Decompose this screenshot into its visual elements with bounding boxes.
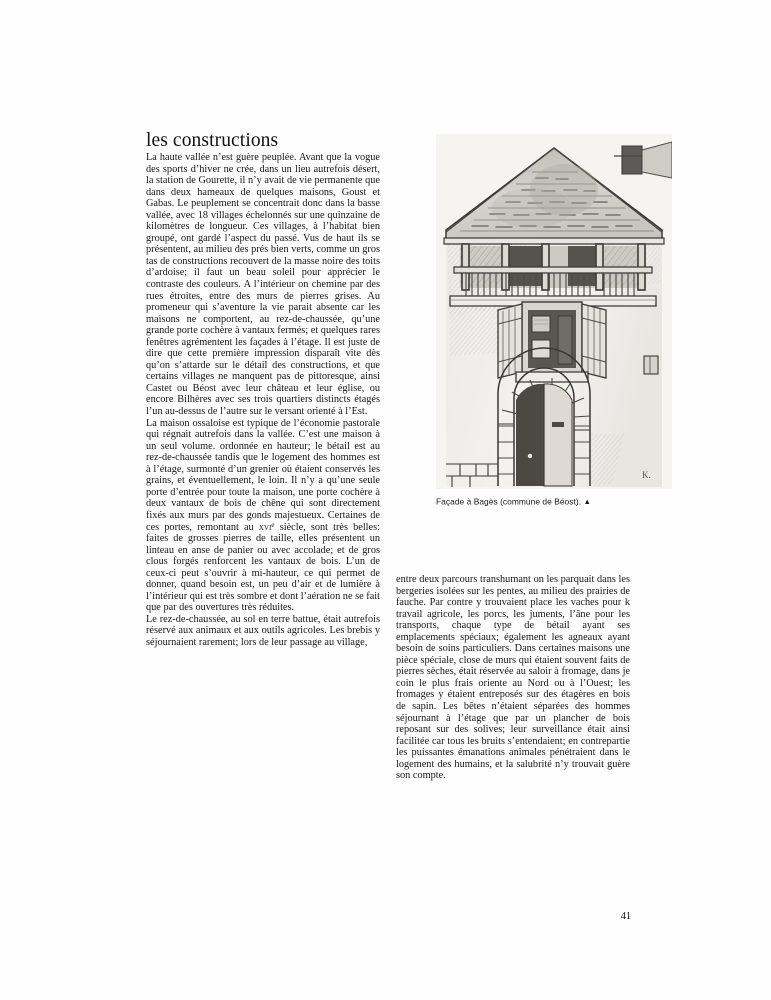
svg-text:K.: K. bbox=[642, 470, 651, 480]
century-numeral: xvi bbox=[258, 521, 272, 533]
figure-caption bbox=[436, 496, 672, 508]
paragraph: La maison ossaloise est typique de l’économie pastorale qui régnait autrefois dans la vallée. C’est une maison à un seul volume. ordonnée en hauteur; le bétail est au rez-de-chaussée tandis que le logement des hommes est à l’étage, surmonté d’un grenier où étaient conservés les grains, et éventuellement, le loin. Il n’y a qu’une seule porte d’entrée pour toute la maison, une porte cochère à deux vantaux de bois de chêne qui sont directement fixés aux murs par des gonds majestueux. Certaines de ces portes, remontant au xvi$^e$ siècle, sont très belles: faites de grosses pierres de taille, elles présentent un linteau en anse de panier ou avec accolade; et de gros clous forgés renforcent les vantaux de bois. L’un de ceux-ci peut s’ouvrir à mi-hauteur, ce qui permet de donner, quand besoin est, un peu d’air et de lumière à l’intérieur qui est très sombre et dont l’aération ne se fait que par des ouvertures très réduites. bbox=[146, 417, 380, 614]
right-text-column bbox=[396, 574, 630, 782]
paragraph: entre deux parcours transhumant on les parquait dans les bergeries isolées sur les pentes, au milieu des prairies de fauche. Par contre y trouvaient place les vaches pour k travail agricole, les porcs, les juments, l’âne pour les transports, chaque type de bétail ayant ses emplacements spéciaux; également les agneaux ayant besoin de soins particuliers. Dans certaines maisons une pièce spéciale, close de murs qui étaient souvent faits de pierres sèches, était réservée au saloir à fromage, dans je coin le plus frais oriente au Nord ou à l’Ouest; les fromages y étaient entreposés sur des étagères en bois de sapin. Les bêtes n’étaient séparées des hommes séjournant à l’étage que par un plancher de bois reposant sur des solives; leur surveillance était ainsi facilitée car tous les bruits s’entendaient; en contrepartie les puissantes émanations animales pénétraient dans le logement des humains, et la salubrité n’y trouvait guère son compte. bbox=[396, 574, 630, 782]
paragraph: La haute vallée n’est guère peuplée. Avant que la vogue des sports d’hiver ne crée, dans un lieu autrefois désert, la station de Gourette, il n’y avait de vie permanente que dans deux hameaux de quelques maisons, Goust et Gabas. Le peuplement se concentrait donc dans la basse vallée, avec 18 villages échelonnés sur une quinzaine de kilomètres de longueur. Ces villages, à l’habitat bien groupé, ont gardé l’aspect du passé. Vus de haut ils se présentent, au milieu des prés bien verts, comme un gros tas de constructions recouvert de la masse noire des toits d’ardoise; il faut un beau soleil pour apprécier le contraste des couleurs. A l’intérieur on chemine par des rues étroites, entre des murs de pierres grises. Au promeneur qui s’aventure la vie parait absente car les maisons ne comportent, au rez-de-chaussée, qu’une grande porte cochère à vantaux fermés; et quelques rares fenêtres agrémentent les façades à l’étage. Il est juste de dire que cette première impression disparaît vite dès qu’on s’attarde sur le détail des constructions, et que certains villages ne manquent pas de pittoresque, ainsi Castet ou Béost avec leur château et leur église, ou encore Bilhères avec ses trois quartiers distincts étagés l’un au-dessus de l’autre sur le versant orienté à l’Est. bbox=[146, 152, 380, 418]
page-number: 41 bbox=[620, 911, 631, 922]
paragraph: Le rez-de-chaussée, au sol en terre battue, était autrefois réservé aux animaux et aux outils agricoles. Les brebis y séjournaient rarement; lors de leur passage au village, bbox=[146, 613, 380, 648]
up-triangle-icon: ▲ bbox=[583, 497, 591, 506]
left-text-column bbox=[146, 152, 380, 649]
figure-caption-text: Façade à Bagès (commune de Béost). bbox=[436, 496, 582, 507]
page-title: les constructions bbox=[146, 130, 279, 152]
ordinal-suffix: e bbox=[271, 519, 275, 529]
facade-drawing bbox=[436, 134, 672, 489]
figure bbox=[436, 134, 672, 508]
